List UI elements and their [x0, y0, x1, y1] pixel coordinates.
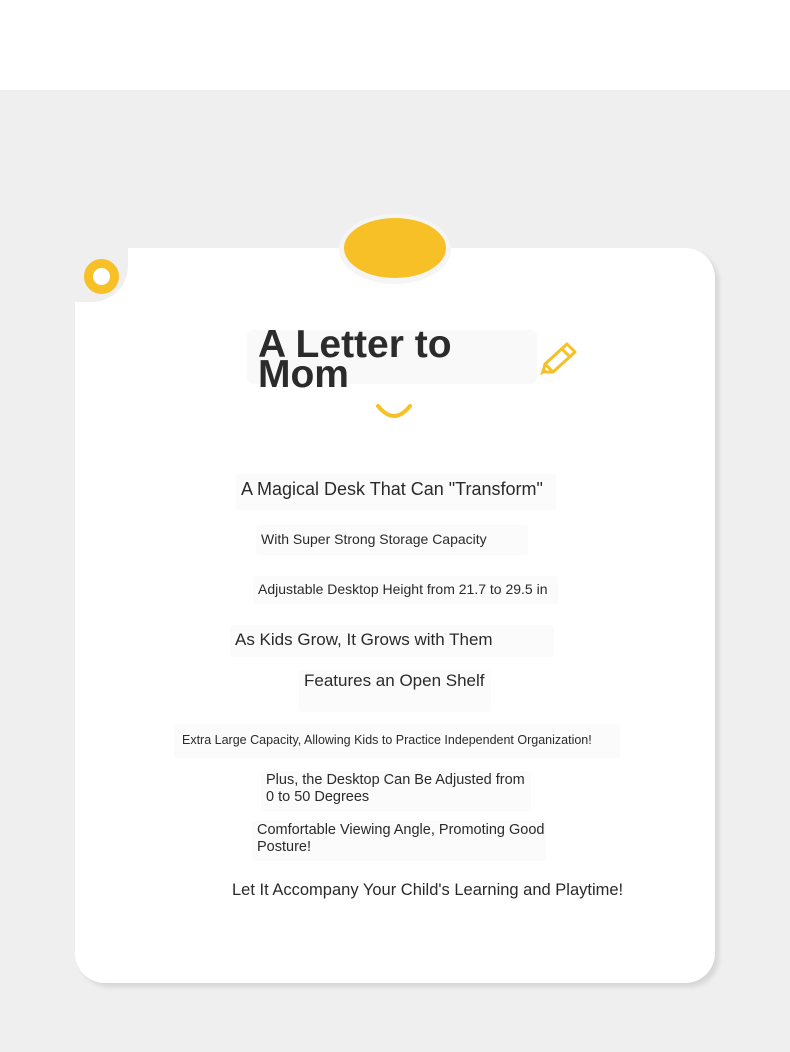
feature-height: Adjustable Desktop Height from 21.7 to 29.5 in — [253, 576, 558, 604]
headline-transform: A Magical Desk That Can "Transform" — [236, 474, 556, 510]
top-tab — [344, 218, 446, 278]
ring-icon — [84, 259, 119, 294]
page-title: A Letter to Mom — [258, 323, 452, 396]
feature-capacity: Extra Large Capacity, Allowing Kids to Practice Independent Organization! — [174, 724, 620, 758]
feature-posture: Comfortable Viewing Angle, Promoting Good Posture! — [252, 821, 546, 861]
smile-icon — [376, 404, 412, 420]
pencil-icon — [537, 338, 581, 378]
feature-tilt: Plus, the Desktop Can Be Adjusted from 0 to 50 Degrees — [261, 771, 531, 811]
closing-line: Let It Accompany Your Child's Learning and Playtime! — [232, 881, 624, 899]
feature-shelf: Features an Open Shelf — [299, 670, 491, 712]
feature-storage: With Super Strong Storage Capacity — [256, 525, 528, 555]
feature-grows: As Kids Grow, It Grows with Them — [230, 625, 554, 657]
top-band — [0, 0, 790, 90]
